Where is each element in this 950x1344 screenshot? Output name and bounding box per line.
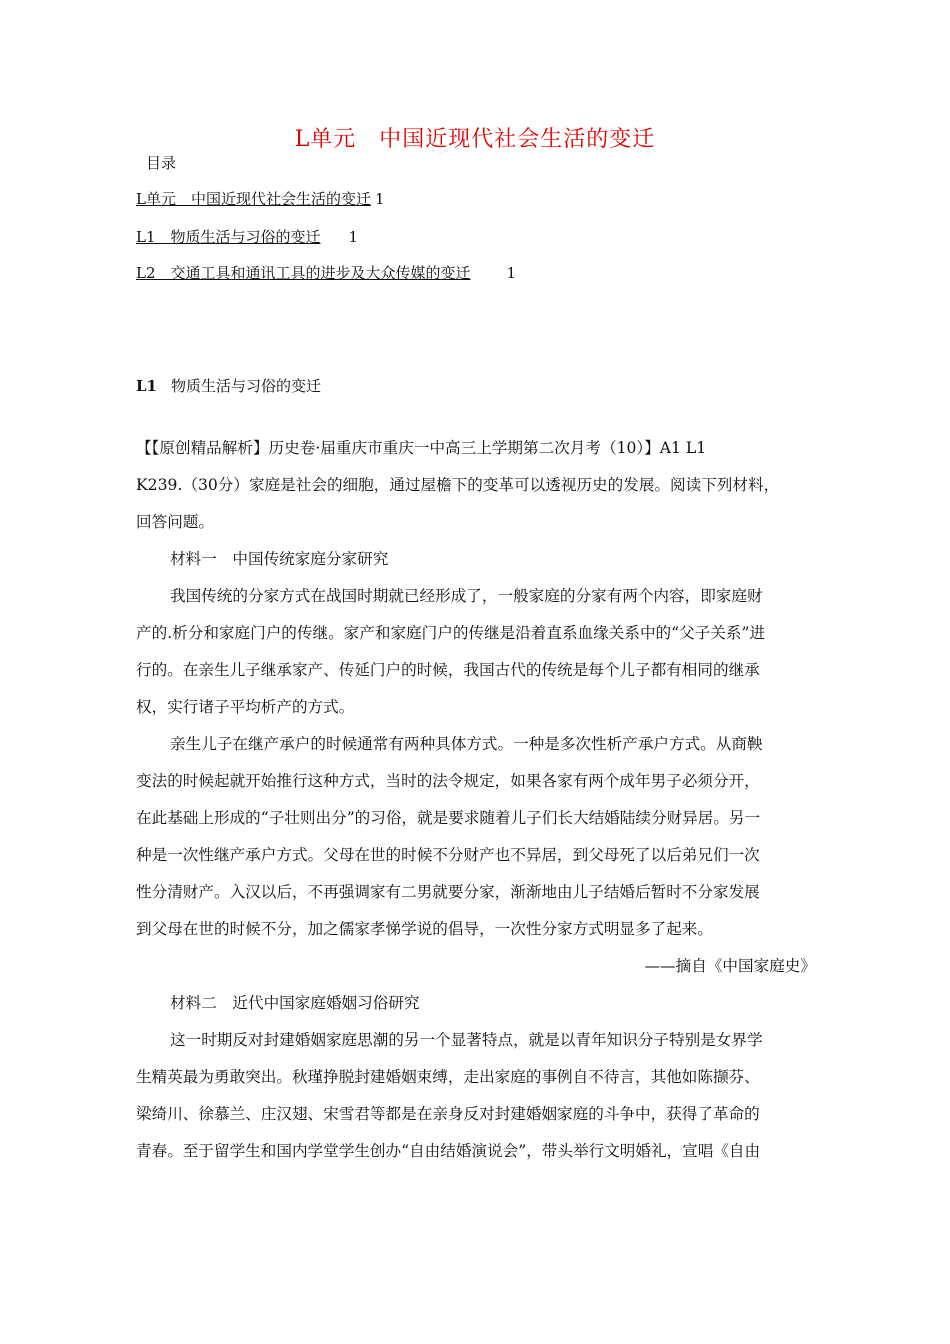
section-title: 物质生活与习俗的变迁: [170, 377, 321, 395]
body-line: 青春。至于留学生和国内学堂学生创办“自由结婚演说会”，带头举行文明婚礼，宣唱《自由: [136, 1142, 761, 1160]
body-line: 回答问题。: [136, 513, 214, 531]
body-line: 变法的时候起就开始推行这种方式，当时的法令规定，如果各家有两个成年男子必须分开，: [136, 772, 760, 790]
body-line: 这一时期反对封建婚姻家庭思潮的另一个显著特点，就是以青年知识分子特别是女界学: [170, 1031, 763, 1049]
body-line: 性分清财产。入汉以后，不再强调家有二男就要分家，渐渐地由儿子结婚后暂时不分家发展: [136, 883, 760, 901]
document-title: L单元 中国近现代社会生活的变迁: [294, 127, 656, 152]
toc-item-page: 1: [348, 228, 359, 246]
body-line: 权，实行诸子平均析产的方式。: [136, 698, 355, 716]
toc-item[interactable]: [136, 188, 385, 209]
toc-label: 目录: [146, 154, 177, 172]
toc-item-page: 1: [374, 190, 385, 208]
body-line: 种是一次性继产承户方式。父母在世的时候不分财产也不异居，到父母死了以后弟兄们一次: [136, 846, 760, 864]
body-line: 我国传统的分家方式在战国时期就已经形成了，一般家庭的分家有两个内容，即家庭财: [170, 587, 763, 605]
body-line: 产的.析分和家庭门户的传继。家产和家庭门户的传继是沿着直系血缘关系中的“父子关系”进: [136, 624, 766, 642]
question-body: [136, 430, 816, 1170]
toc-item[interactable]: [136, 262, 516, 283]
source-citation: ——摘自《中国家庭史》: [644, 957, 816, 975]
section-heading: [136, 375, 321, 396]
body-line: 到父母在世的时候不分，加之儒家孝悌学说的倡导，一次性分家方式明显多了起来。: [136, 920, 713, 938]
toc-item-text[interactable]: L1 物质生活与习俗的变迁: [136, 228, 321, 246]
section-code: L1: [136, 377, 157, 395]
body-line: 亲生儿子在继产承户的时候通常有两种具体方式。一种是多次性析产承户方式。从商鞅: [170, 735, 763, 753]
toc-item-page: 1: [506, 264, 517, 282]
body-line: K239.（30分）家庭是社会的细胞，通过屋檐下的变革可以透视历史的发展。阅读下列材料，: [136, 476, 780, 494]
body-line: 梁绮川、徐慕兰、庄汉翅、宋雪君等都是在亲身反对封建婚姻家庭的斗争中，获得了革命的: [136, 1105, 760, 1123]
body-line: 【【原创精品解析】历史卷·届重庆市重庆一中高三上学期第二次月考（10）】A1 L1: [136, 439, 707, 457]
body-line: 行的。在亲生儿子继承家产、传延门户的时候，我国古代的传统是每个儿子都有相同的继承: [136, 661, 760, 679]
material-heading: 材料一 中国传统家庭分家研究: [170, 550, 389, 568]
body-line: 在此基础上形成的“子壮则出分”的习俗，就是要求随着儿子们长大结婚陆续分财异居。另一: [136, 809, 761, 827]
material-heading: 材料二 近代中国家庭婚姻习俗研究: [170, 994, 420, 1012]
toc-item-text[interactable]: L单元 中国近现代社会生活的变迁: [136, 190, 371, 208]
toc-item[interactable]: [136, 226, 358, 247]
toc-item-text[interactable]: L2 交通工具和通讯工具的进步及大众传媒的变迁: [136, 264, 471, 282]
body-line: 生精英最为勇敢突出。秋瑾挣脱封建婚姻束缚，走出家庭的事例自不待言，其他如陈撷芬、: [136, 1068, 760, 1086]
